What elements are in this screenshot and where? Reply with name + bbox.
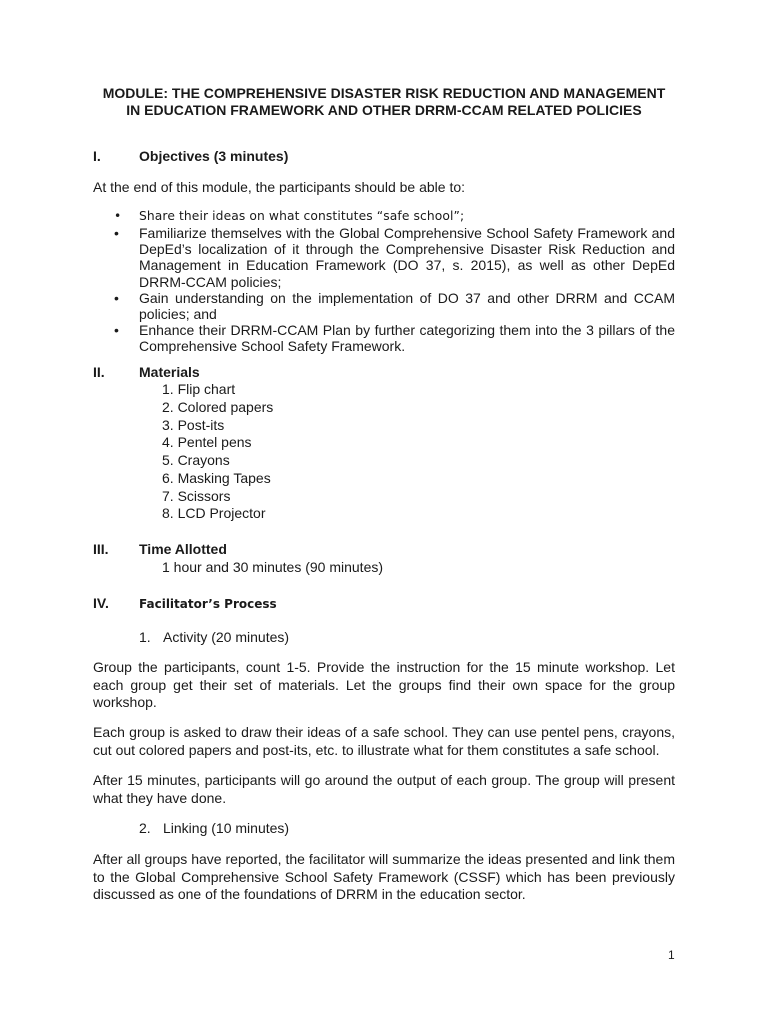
paragraph-summary: After all groups have reported, the facilitator will summarize the ideas presented and link them to the Global Comprehensive School Safety Framework (CSSF) which has been previously discussed as one of the foundations of DRRM in the education sector. [93, 851, 675, 902]
list-item: 3. Post-its [162, 416, 225, 433]
title-line-2: IN EDUCATION FRAMEWORK AND OTHER DRRM-CCAM RELATED POLICIES [126, 102, 642, 118]
section-objectives-heading [93, 148, 288, 165]
section-title: Objectives (3 minutes) [139, 148, 289, 164]
list-item: 4. Pentel pens [162, 434, 252, 451]
materials-list [162, 381, 273, 523]
section-time-heading [93, 541, 227, 558]
bullet-icon: • [114, 289, 119, 306]
page-number: 1 [668, 948, 675, 962]
section-number: I. [93, 148, 101, 164]
step-label: Linking (10 minutes) [163, 820, 290, 836]
paragraph-grouping: Group the participants, count 1-5. Provide the instruction for the 15 minute workshop. Let each group get their set of materials. Let the groups find their own space for the group workshop. [93, 659, 675, 710]
step-number: 2. [139, 820, 151, 836]
section-title: Facilitator’s Process [139, 597, 277, 611]
section-materials-heading [93, 364, 200, 381]
section-number: II. [93, 364, 105, 380]
step-activity [139, 629, 289, 646]
list-item: 7. Scissors [162, 487, 231, 504]
title-line-1: MODULE: THE COMPREHENSIVE DISASTER RISK REDUCTION AND MANAGEMENT [102, 85, 666, 101]
list-item: 5. Crayons [162, 452, 230, 468]
paragraph-drawing: Each group is asked to draw their ideas of a safe school. They can use pentel pens, crayons, cut out colored papers and post-its, etc. to illustrate what for them constitutes a safe school. [93, 724, 675, 758]
page-title [60, 85, 708, 119]
list-item: 1. Flip chart [162, 381, 236, 397]
objectives-list [93, 208, 675, 355]
section-title: Time Allotted [139, 541, 227, 557]
paragraph-presentation: After 15 minutes, participants will go around the output of each group. The group will present what they have done. [93, 772, 675, 806]
objectives-intro: At the end of this module, the participants should be able to: [93, 179, 466, 195]
list-item: • Familiarize themselves with the Global Comprehensive School Safety Framework and DepEd’s localization of it through the Comprehensive Disaster Risk Reduction and Management in Education Framework (DO 37, s. 2015), as well as other DepEd DRRM-CCAM policies; [114, 225, 675, 290]
list-item: • Share their ideas on what constitutes “safe school”; [114, 209, 465, 223]
bullet-icon: • [114, 225, 119, 241]
list-item: • Gain understanding on the implementation of DO 37 and other DRRM and CCAM policies; and [114, 289, 675, 323]
list-item: 8. LCD Projector [162, 505, 266, 522]
section-number: IV. [93, 595, 109, 611]
time-allotted-value: 1 hour and 30 minutes (90 minutes) [162, 559, 384, 575]
step-number: 1. [139, 629, 151, 645]
section-title: Materials [139, 364, 200, 380]
list-item: 2. Colored papers [162, 398, 274, 415]
section-process-heading [93, 595, 277, 613]
bullet-icon: • [114, 322, 119, 339]
bullet-icon: • [114, 209, 122, 223]
step-label: Activity (20 minutes) [163, 629, 290, 645]
list-item: 6. Masking Tapes [162, 469, 271, 486]
list-item: • Enhance their DRRM-CCAM Plan by further categorizing them into the 3 pillars of the Comprehensive School Safety Framework. [114, 322, 675, 355]
section-number: III. [93, 541, 109, 557]
step-linking [139, 820, 289, 837]
